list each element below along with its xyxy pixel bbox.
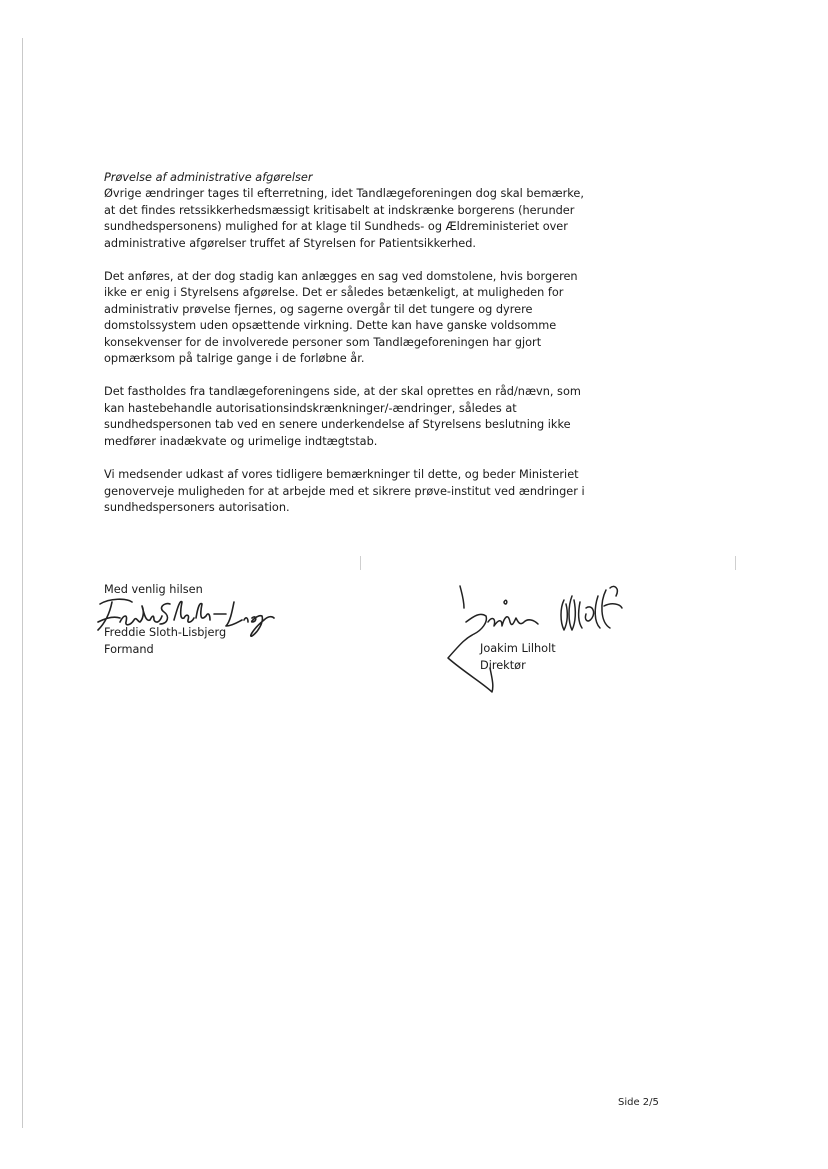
paragraph-3: Det fastholdes fra tandlægeforeningens side, at der skal oprettes en råd/nævn, som kan hastebehandle autorisationsindskrænkninger/-ændringer, således at sundhedspersonen tab ved en senere underkendelse af Styrelsens beslutning ikke medfører inadækvate og urimelige indtægtstab.: [104, 385, 581, 448]
signatory-right-title: Direktør: [480, 659, 526, 672]
paragraph-1: Øvrige ændringer tages til efterretning, idet Tandlægeforeningen dog skal bemærke, at det findes retssikkerhedsmæssigt kritisabelt at indskrænke borgerens (herunder sundhedspersonens) mulighed for at klage til Sundheds- og Ældreministeriet over administrative afgørelser truffet af Styrelsen for Patientsikkerhed.: [104, 187, 584, 250]
signatory-right-name: Joakim Lilholt: [480, 642, 556, 655]
paragraph-4: Vi medsender udkast af vores tidligere bemærkninger til dette, og beder Ministeriet genoverveje muligheden for at arbejde med et sikrere prøve-institut ved ændringer i sundhedspersoners autorisation.: [104, 468, 585, 514]
paragraph-2: Det anføres, at der dog stadig kan anlægges en sag ved domstolene, hvis borgeren ikke er enig i Styrelsens afgørelse. Det er således betænkeligt, at muligheden for administrativ prøvelse fjernes, og sagerne overgår til det tungere og dyrere domstolssystem uden opsættende virkning. Dette kan have ganske voldsomme konsekvenser for de involverede personer som Tandlægeforeningen har gjort opmærksom på talrige gange i de forløbne år.: [104, 270, 578, 366]
page-number: Side 2/5: [618, 1097, 659, 1108]
signatory-left-name: Freddie Sloth-Lisbjerg: [104, 626, 227, 639]
scan-mark: [360, 556, 361, 570]
closing-greeting: Med venlig hilsen: [104, 583, 203, 596]
section-heading: Prøvelse af administrative afgørelser: [104, 171, 313, 184]
scan-mark: [735, 556, 736, 570]
scan-margin-line: [22, 38, 23, 1128]
signatory-left-title: Formand: [104, 643, 154, 656]
letter-body: [104, 170, 594, 533]
handwritten-signature-left: [92, 592, 277, 642]
handwritten-signature-right: [444, 582, 654, 700]
